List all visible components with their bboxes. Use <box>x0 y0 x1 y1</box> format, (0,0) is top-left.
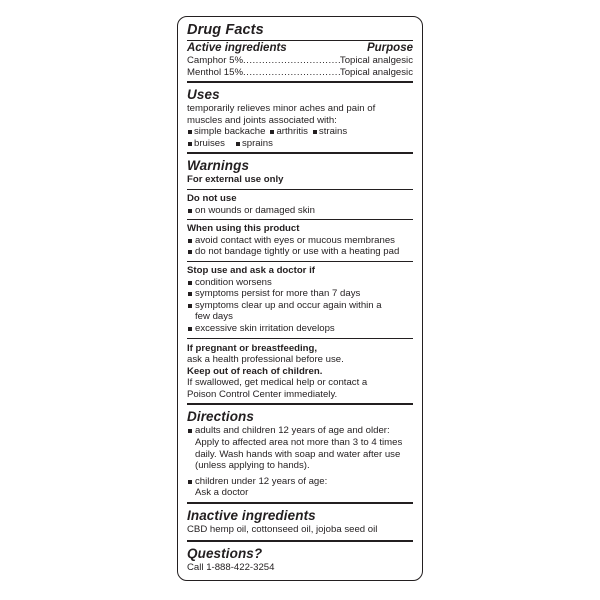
use-item: simple backache <box>187 126 265 138</box>
stop-use-block <box>187 262 413 339</box>
questions-phone: Call 1-888-422-3254 <box>187 561 275 573</box>
purpose-heading: Purpose <box>366 42 413 54</box>
warning-item: on wounds or damaged skin <box>187 205 413 217</box>
do-not-use-heading: Do not use <box>187 192 237 204</box>
use-item: arthritis <box>269 126 307 138</box>
ingredient-row <box>187 67 413 79</box>
warnings-section <box>187 154 413 405</box>
questions-heading: Questions? <box>187 545 263 561</box>
warning-item: do not bandage tightly or use with a heating pad <box>187 246 413 258</box>
leader-dots <box>243 67 340 79</box>
use-item: sprains <box>235 138 273 150</box>
warning-item: excessive skin irritation develops <box>187 323 413 335</box>
directions-heading: Directions <box>187 409 255 425</box>
active-ingredients-section <box>187 20 413 83</box>
keep-out-text: If swallowed, get medical help or contact a Poison Control Center immediately. <box>187 377 368 400</box>
ingredient-name: Menthol 15% <box>187 66 243 78</box>
inactive-ingredients-section <box>187 504 413 542</box>
pregnancy-block <box>187 339 413 404</box>
use-item: bruises <box>187 138 225 150</box>
questions-section <box>187 542 413 574</box>
ingredient-name: Camphor 5% <box>187 55 243 66</box>
inactive-text: CBD hemp oil, cottonseed oil, jojoba seed oil <box>187 524 378 536</box>
warning-item: symptoms clear up and occur again within a few days <box>187 300 413 323</box>
uses-list <box>187 126 413 149</box>
warnings-heading: Warnings <box>187 158 250 174</box>
leader-dots <box>243 55 340 67</box>
direction-item: adults and children 12 years of age and older: Apply to affected area not more than 3 to 4 times daily. Wash hands with soap and water after use (unless applying to hands). <box>187 425 413 471</box>
drug-facts-panel <box>177 16 423 581</box>
ingredient-purpose: Topical analgesic <box>339 55 413 66</box>
active-ingredients-heading: Active ingredients <box>187 42 287 54</box>
uses-heading: Uses <box>187 87 220 102</box>
external-use-note: For external use only <box>187 174 413 190</box>
uses-intro: temporarily relieves minor aches and pain of muscles and joints associated with: <box>187 103 376 126</box>
use-item: strains <box>312 126 347 138</box>
when-using-block <box>187 220 413 262</box>
warning-item: condition worsens <box>187 277 413 289</box>
direction-item: children under 12 years of age: Ask a doctor <box>187 476 413 499</box>
drug-facts-title: Drug Facts <box>187 22 264 38</box>
warning-item: symptoms persist for more than 7 days <box>187 288 413 300</box>
directions-section <box>187 405 413 504</box>
inactive-heading: Inactive ingredients <box>187 508 316 524</box>
ingredient-row <box>187 55 413 67</box>
warning-item: avoid contact with eyes or mucous membranes <box>187 235 413 247</box>
when-using-heading: When using this product <box>187 223 300 235</box>
pregnant-heading: If pregnant or breastfeeding, <box>187 342 318 354</box>
do-not-use-block <box>187 190 413 220</box>
uses-section <box>187 83 413 154</box>
pregnant-text: ask a health professional before use. <box>187 354 344 366</box>
stop-use-heading: Stop use and ask a doctor if <box>187 264 315 276</box>
active-ingredients-header <box>187 40 413 55</box>
keep-out-heading: Keep out of reach of children. <box>187 365 323 377</box>
ingredient-purpose: Topical analgesic <box>339 66 413 78</box>
